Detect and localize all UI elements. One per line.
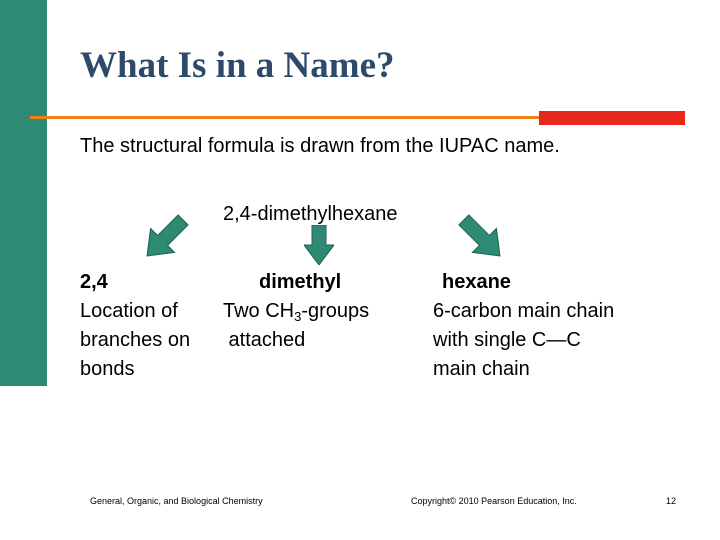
formula-suffix: -groups — [301, 300, 370, 322]
column-heading: hexane — [442, 271, 511, 293]
column-line: with single C—C — [433, 329, 581, 351]
slide-subtitle: The structural formula is drawn from the IUPAC name. — [80, 135, 560, 157]
page-number: 12 — [666, 496, 677, 506]
column-line — [223, 297, 369, 326]
left-accent-bar — [0, 0, 47, 386]
formula-prefix: Two CH — [223, 300, 295, 322]
formula-subscript: 3 — [294, 309, 302, 324]
compound-name: 2,4-dimethylhexane — [223, 203, 398, 225]
footer-copyright: Copyright© 2010 Pearson Education, Inc. — [411, 496, 577, 506]
column-heading: dimethyl — [259, 271, 342, 293]
slide-title: What Is in a Name? — [80, 45, 395, 86]
column-line: bonds — [80, 358, 135, 380]
column-locants — [80, 268, 190, 384]
column-substituents — [223, 268, 369, 355]
arrow-down-right-icon — [457, 213, 509, 265]
column-line: branches on — [80, 329, 191, 351]
column-line: 6-carbon main chain — [433, 300, 615, 322]
column-line: attached — [223, 329, 306, 351]
footer-book-title: General, Organic, and Biological Chemistry — [90, 496, 263, 506]
column-parent-chain — [433, 268, 614, 384]
column-line: Location of — [80, 300, 178, 322]
column-heading: 2,4 — [80, 271, 108, 293]
title-rule-block — [539, 111, 685, 125]
column-line: main chain — [433, 358, 530, 380]
arrow-down-left-icon — [138, 213, 190, 265]
arrow-down-icon — [304, 225, 334, 265]
